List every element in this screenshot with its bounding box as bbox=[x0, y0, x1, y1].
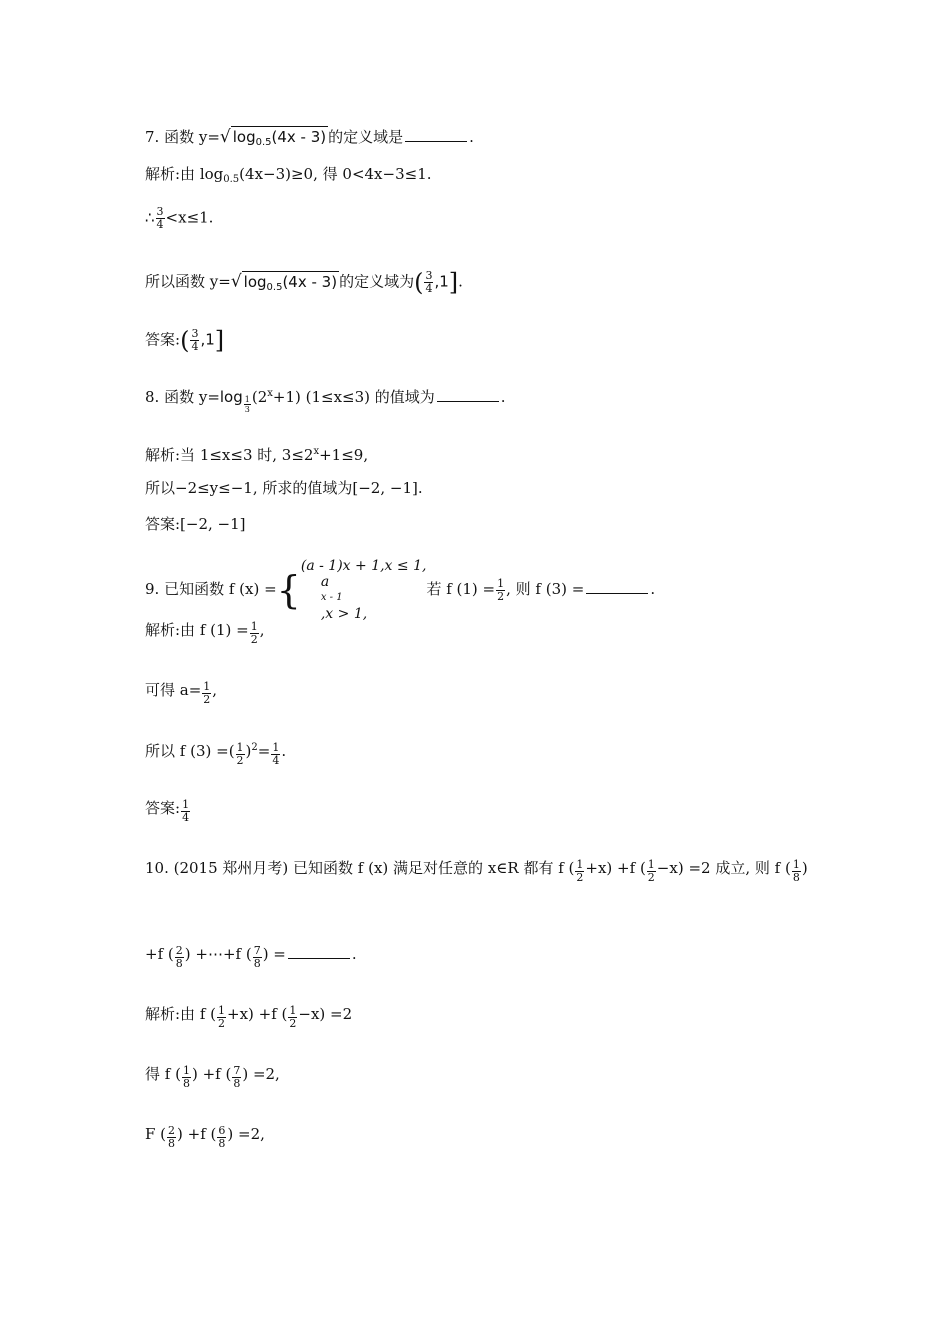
fraction: $\frac{7}{8}$ bbox=[233, 1064, 241, 1090]
fraction: $\frac{1}{2}$ bbox=[289, 1004, 297, 1030]
q9-answer: 答案: $\frac{1}{4}$ bbox=[145, 798, 190, 824]
fraction: $\frac{3}{4}$ bbox=[156, 205, 164, 231]
fraction: $\frac{1}{8}$ bbox=[792, 858, 800, 884]
fraction: $\frac{1}{2}$ bbox=[236, 741, 244, 767]
log-base-fraction: $\frac{1}{3}$ bbox=[244, 395, 250, 414]
fraction: $\frac{6}{8}$ bbox=[218, 1124, 226, 1150]
right-bracket: ] bbox=[448, 268, 459, 297]
sqrt-sign: √ bbox=[219, 127, 231, 147]
q9-solution: 解析:由 f (1) = $\frac{1}{2}$ , bbox=[145, 620, 265, 646]
case-1: (a - 1)x + 1,x ≤ 1, bbox=[300, 558, 427, 574]
q7-solution: 解析:由 $\log_{0.5}(4x-3)\ge 0$, 得 0<4x−3≤1. bbox=[145, 165, 432, 185]
fraction: $\frac{1}{2}$ bbox=[218, 1004, 225, 1030]
q7-answer: 答案:( $\frac{3}{4}$ ,1] bbox=[145, 326, 225, 355]
fraction: $\frac{3}{4}$ bbox=[425, 269, 433, 295]
q7-therefore-line: ∴ $\frac{3}{4}$ <x≤1. bbox=[145, 205, 214, 231]
q10-derive-1: 得 f ( $\frac{1}{8}$ ) +f ( $\frac{7}{8}$ ) =2, bbox=[145, 1064, 280, 1090]
fraction: $\frac{1}{2}$ bbox=[203, 680, 211, 706]
q7-stem: 7. 函数 y=√ $\log_{0.5}(4x - 3)$ 的定义域是 . bbox=[145, 126, 474, 153]
q9-stem: 9. 已知函数 f (x) ={ (a - 1)x + 1,x ≤ 1, a x - 1 ,x > 1, 若 f (1) = $\frac{1}{2}$ , 则 f (3) = . bbox=[145, 558, 656, 622]
answer-blank bbox=[586, 579, 648, 594]
q9-f3: 所以 f (3) =( $\frac{1}{2}$ )$^2$= $\frac{1}{4}$ . bbox=[145, 741, 287, 767]
q7-conclusion: 所以函数 y=√ $\log_{0.5}(4x - 3)$ 的定义域为( $\frac{3}{4}$ ,1]. bbox=[145, 268, 463, 297]
fraction: $\frac{1}{4}$ bbox=[272, 741, 280, 767]
case-2: a x - 1 ,x > 1, bbox=[320, 574, 368, 622]
q10-stem-line1: 10. (2015 郑州月考) 已知函数 f (x) 满足对任意的 x∈R 都有 f ( $\frac{1}{2}$ +x) +f ( $\frac{1}{2}$ −x) =2 成立, 则 f ( $\frac{1}{8}$ ) bbox=[145, 858, 808, 884]
fraction: $\frac{2}{8}$ bbox=[168, 1124, 176, 1150]
answer-blank bbox=[405, 127, 467, 142]
fraction: $\frac{1}{4}$ bbox=[182, 798, 190, 824]
fraction: $\frac{1}{2}$ bbox=[497, 576, 505, 603]
piecewise-cases bbox=[301, 558, 427, 622]
fraction: $\frac{7}{8}$ bbox=[253, 944, 261, 970]
q7-stem-prefix: 7. 函数 y= bbox=[145, 128, 220, 146]
q7-radicand: $\log_{0.5}(4x - 3)$ bbox=[231, 126, 328, 153]
fraction: $\frac{1}{8}$ bbox=[182, 1064, 190, 1090]
fraction: $\frac{1}{2}$ bbox=[576, 858, 584, 884]
left-brace: { bbox=[276, 568, 301, 612]
left-paren: ( bbox=[414, 268, 424, 297]
q10-derive-2: F ( $\frac{2}{8}$ ) +f ( $\frac{6}{8}$ ) =2, bbox=[145, 1124, 265, 1150]
fraction: $\frac{3}{4}$ bbox=[191, 327, 199, 353]
q7-stem-suffix: 的定义域是 bbox=[328, 128, 404, 146]
q10-solution: 解析:由 f ( $\frac{1}{2}$ +x) +f ( $\frac{1}{2}$ −x) =2 bbox=[145, 1004, 353, 1030]
q10-stem-line2: +f ( $\frac{2}{8}$ ) +⋯+f ( $\frac{7}{8}$ ) = . bbox=[145, 944, 357, 970]
answer-blank bbox=[288, 944, 350, 959]
q8-solution-2: 所以−2≤y≤−1, 所求的值域为[−2, −1]. bbox=[145, 479, 423, 497]
q8-stem: 8. 函数 y=log $\frac{1}{3}$ $(2^x+1)$ (1≤x≤3) 的值域为 . bbox=[145, 388, 506, 414]
q8-solution-1: 解析:当 1≤x≤3 时, $3\le 2^x+1\le 9$, bbox=[145, 446, 369, 464]
sqrt-sign: √ bbox=[230, 271, 242, 292]
answer-blank bbox=[437, 387, 499, 402]
fraction: $\frac{1}{2}$ bbox=[647, 858, 655, 884]
fraction: $\frac{2}{8}$ bbox=[175, 944, 183, 970]
fraction: $\frac{1}{2}$ bbox=[250, 620, 258, 646]
q9-a-value: 可得 a= $\frac{1}{2}$ , bbox=[145, 680, 218, 706]
q8-answer: 答案:[−2, −1] bbox=[145, 515, 246, 533]
